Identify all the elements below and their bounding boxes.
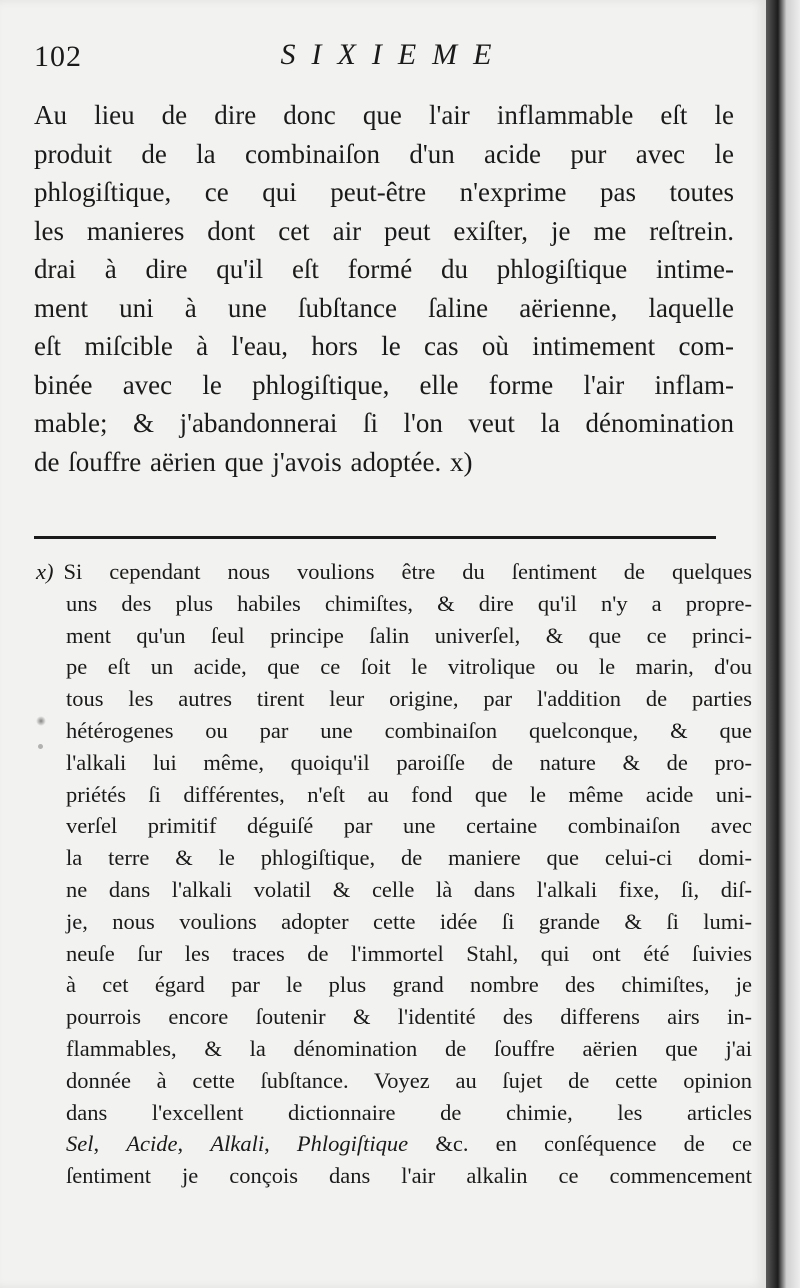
footnote-line: pe eſt un acide, que ce ſoit le vitrolique ou le marin, d'ou (66, 654, 752, 680)
text-line: phlogiſtique, ce qui peut-être n'exprime pas toutes (34, 177, 734, 207)
footnote-line: hétérogenes ou par une combinaiſon quelconque, & que (66, 717, 752, 743)
page-number: 102 (34, 40, 82, 73)
text-line: binée avec le phlogiſtique, elle forme l'air inflam- (34, 369, 734, 400)
footnote-line: ne dans l'alkali volatil & celle là dans l'alkali fixe, ſi, diſ- (66, 876, 752, 902)
italic-term-acide: Acide (126, 1131, 178, 1157)
punctuation: , (264, 1131, 270, 1157)
footnote-marker: x) (36, 559, 54, 584)
footnote-block (36, 556, 752, 1192)
footnote-separator-rule (34, 536, 716, 539)
footnote-line: pourrois encore ſoutenir & l'identité des differens airs in- (66, 1004, 752, 1030)
footnote-line: priétés ſi différentes, n'eſt au fond que le même acide uni- (66, 781, 752, 807)
footnote-line: dans l'excellent dictionnaire de chimie, les articles (66, 1099, 752, 1125)
footnote-line: l'alkali lui même, quoiqu'il paroiſſe de nature & de pro- (66, 749, 752, 775)
footnote-line (36, 556, 752, 588)
text-line: de ſouffre aërien que j'avois adoptée. x) (34, 446, 473, 477)
page-header (34, 38, 754, 78)
text-line: drai à dire qu'il eſt formé du phlogiſtique intime- (34, 254, 734, 284)
text-line: les manieres dont cet air peut exiſter, je me reſtrein. (34, 215, 734, 246)
footnote-line: uns des plus habiles chimiſtes, & dire qu'il n'y a propre- (66, 590, 752, 616)
italic-term-sel: Sel (66, 1131, 94, 1157)
text-line: mable; & j'abandonnerai ſi l'on veut la dénomination (34, 408, 734, 438)
footnote-line: ſentiment je conçois dans l'air alkalin ce commencement (66, 1163, 752, 1189)
text-line: eſt miſcible à l'eau, hors le cas où intimement com- (34, 331, 734, 361)
running-title: SIXIEME (280, 38, 508, 71)
footnote-line: je, nous voulions adopter cette idée ſi grande & ſi lumi- (66, 908, 752, 934)
ink-speck (38, 744, 43, 749)
footnote-line: donnée à cette ſubſtance. Voyez au ſujet de cette opinion (66, 1067, 752, 1093)
ink-speck (36, 716, 46, 726)
footnote-line: verſel primitif déguiſé par une certaine combinaiſon avec (66, 813, 752, 839)
text-line: ment uni à une ſubſtance ſaline aërienne, laquelle (34, 292, 734, 323)
footnote-line: flammables, & la dénomination de ſouffre aërien que j'ai (66, 1035, 752, 1061)
punctuation: , (93, 1131, 100, 1157)
footnote-line (36, 1128, 752, 1160)
footnote-line: la terre & le phlogiſtique, de maniere que celui-ci domi- (66, 845, 752, 871)
footnote-line: neuſe ſur les traces de l'immortel Stahl, qui ont été ſuivies (66, 940, 752, 966)
footnote-line: tous les autres tirent leur origine, par l'addition de parties (66, 686, 752, 712)
italic-term-phlogistique: Phlogiſtique (296, 1131, 409, 1157)
book-spine-shadow (766, 0, 800, 1288)
footnote-line: à cet égard par le plus grand nombre des chimiſtes, je (66, 972, 752, 998)
footnote-line-text: &c. en conſéquence de ce (435, 1131, 753, 1157)
footnote-line-text: Si cependant nous voulions être du ſentiment de quelques (63, 559, 752, 584)
text-line: produit de la combinaiſon d'un acide pur avec le (34, 138, 734, 169)
italic-term-alkali: Alkali (210, 1131, 265, 1157)
text-line: Au lieu de dire donc que l'air inflammable eſt le (34, 100, 734, 130)
main-body-text (34, 96, 734, 481)
punctuation: , (177, 1131, 184, 1157)
footnote-line: ment qu'un ſeul principe ſalin univerſel, & que ce princi- (66, 622, 752, 648)
